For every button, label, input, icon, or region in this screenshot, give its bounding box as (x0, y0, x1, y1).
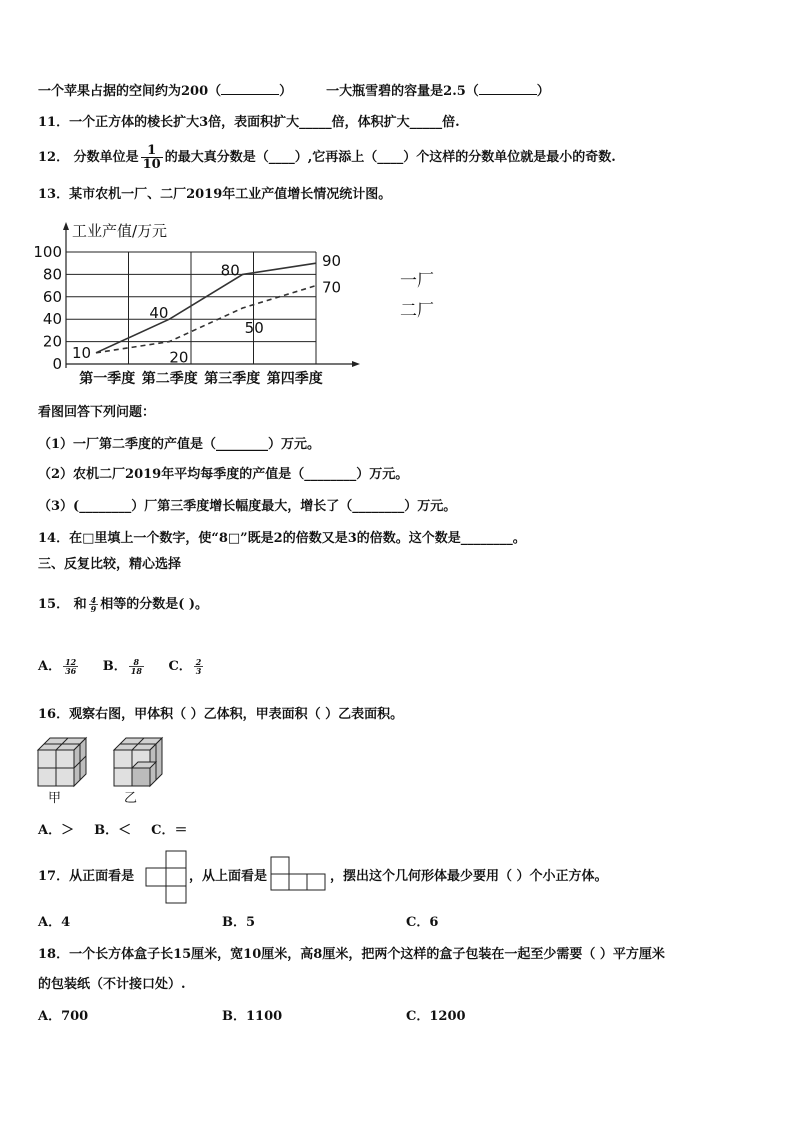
x-tick-label: 第四季度 (266, 371, 323, 387)
option-c[interactable]: C．1200 (406, 1009, 466, 1024)
legend-item: 二厂 (400, 301, 434, 321)
top-view-figure (270, 856, 328, 892)
x-axis-arrow (352, 361, 360, 367)
option-c[interactable]: C．6 (406, 915, 439, 930)
question-10: 一个苹果占据的空间约为200（ ） 一大瓶雪碧的容量是2.5（ ） (38, 84, 550, 99)
y-tick-label: 40 (42, 310, 62, 329)
option-c[interactable]: C． $\frac{2}{3}$ (168, 657, 202, 676)
answer-blank[interactable] (479, 82, 537, 95)
legend-item: 一厂 (400, 271, 434, 291)
question-11: 11．一个正方体的棱长扩大3倍，表面积扩大_____倍，体积扩大_____倍. (38, 115, 460, 130)
cube-figure-jia (36, 736, 90, 790)
question-12: 12． 分数单位是 $\frac{1}{10}$ 的最大真分数是（____）,它再添上（____）个这样的分数单位就是最小的奇数. (38, 143, 616, 172)
option-b[interactable]: B．1100 (222, 1009, 283, 1024)
y-axis-label: 工业产值/万元 (72, 222, 168, 240)
y-tick-label: 100 (33, 243, 62, 261)
x-tick-label: 第三季度 (204, 371, 261, 387)
question-16: 16．观察右图，甲体积（ ）乙体积，甲表面积（ ）乙表面积。 (38, 707, 404, 722)
y-tick-label: 80 (42, 265, 62, 284)
sub-question-1: （1）一厂第二季度的产值是（________）万元。 (38, 437, 321, 452)
sub-intro: 看图回答下列问题： (38, 405, 156, 420)
sub-question-2: （2）农机二厂2019年平均每季度的产值是（________）万元。 (38, 467, 409, 482)
fraction: $\frac{1}{10}$ (142, 143, 161, 172)
data-label: 10 (72, 343, 92, 362)
option-b[interactable]: B．＜ (94, 823, 132, 838)
options-15 (38, 656, 205, 678)
data-label: 20 (169, 348, 189, 367)
y-tick-label: 0 (52, 355, 62, 373)
data-label: 80 (220, 261, 240, 280)
x-tick-label: 第一季度 (79, 371, 136, 387)
section-heading: 三、反复比较，精心选择 (38, 557, 182, 572)
y-tick-label: 60 (42, 287, 62, 306)
option-a[interactable]: A．700 (38, 1009, 89, 1024)
cube-figure-yi (112, 736, 166, 790)
options-17 (38, 914, 70, 932)
data-label: 70 (322, 278, 342, 297)
options-16 (38, 822, 187, 840)
data-label: 50 (244, 319, 264, 337)
fraction: $\frac{12}{36}$ (65, 657, 77, 676)
option-c[interactable]: C．＝ (151, 823, 188, 838)
question-18-line2: 的包装纸（不计接口处）. (38, 977, 186, 992)
fraction: $\frac{4}{9}$ (90, 595, 97, 614)
option-a[interactable]: A．4 (38, 915, 71, 930)
data-label: 40 (149, 304, 169, 323)
option-a[interactable]: A． $\frac{12}{36}$ (38, 657, 77, 676)
answer-blank[interactable] (221, 82, 279, 95)
y-tick-label: 20 (42, 332, 62, 351)
x-tick-label: 第二季度 (141, 371, 198, 387)
line-chart (30, 214, 440, 394)
fraction: $\frac{2}{3}$ (195, 657, 202, 676)
data-label: 90 (322, 252, 342, 271)
front-view-figure (145, 850, 187, 904)
question-13: 13．某市农机一厂、二厂2019年工业产值增长情况统计图。 (38, 187, 392, 202)
question-15: 15． 和 $\frac{4}{9}$ 相等的分数是( )。 (38, 595, 209, 614)
fraction: $\frac{8}{18}$ (130, 657, 142, 676)
label-jia: 甲 (48, 791, 62, 806)
label-yi: 乙 (124, 791, 138, 806)
option-b[interactable]: B． $\frac{8}{18}$ (102, 657, 142, 676)
question-17-pre: 17．从正面看是 (38, 869, 135, 884)
question-17-post: ，摆出这个几何形体最少要用（ ）个小正方体。 (330, 869, 608, 884)
question-14: 14．在□里填上一个数字，使“8□”既是2的倍数又是3的倍数。这个数是________。 (38, 531, 526, 546)
option-a[interactable]: A．＞ (38, 823, 75, 838)
question-17-mid: ，从上面看是 (189, 869, 268, 884)
y-axis-arrow (63, 222, 69, 230)
sub-question-3: （3）(________）厂第三季度增长幅度最大，增长了（________）万元。 (38, 499, 457, 514)
question-18-line1: 18．一个长方体盒子长15厘米，宽10厘米，高8厘米，把两个这样的盒子包装在一起至少需要（ ）平方厘米 (38, 947, 665, 962)
option-b[interactable]: B．5 (222, 915, 256, 930)
